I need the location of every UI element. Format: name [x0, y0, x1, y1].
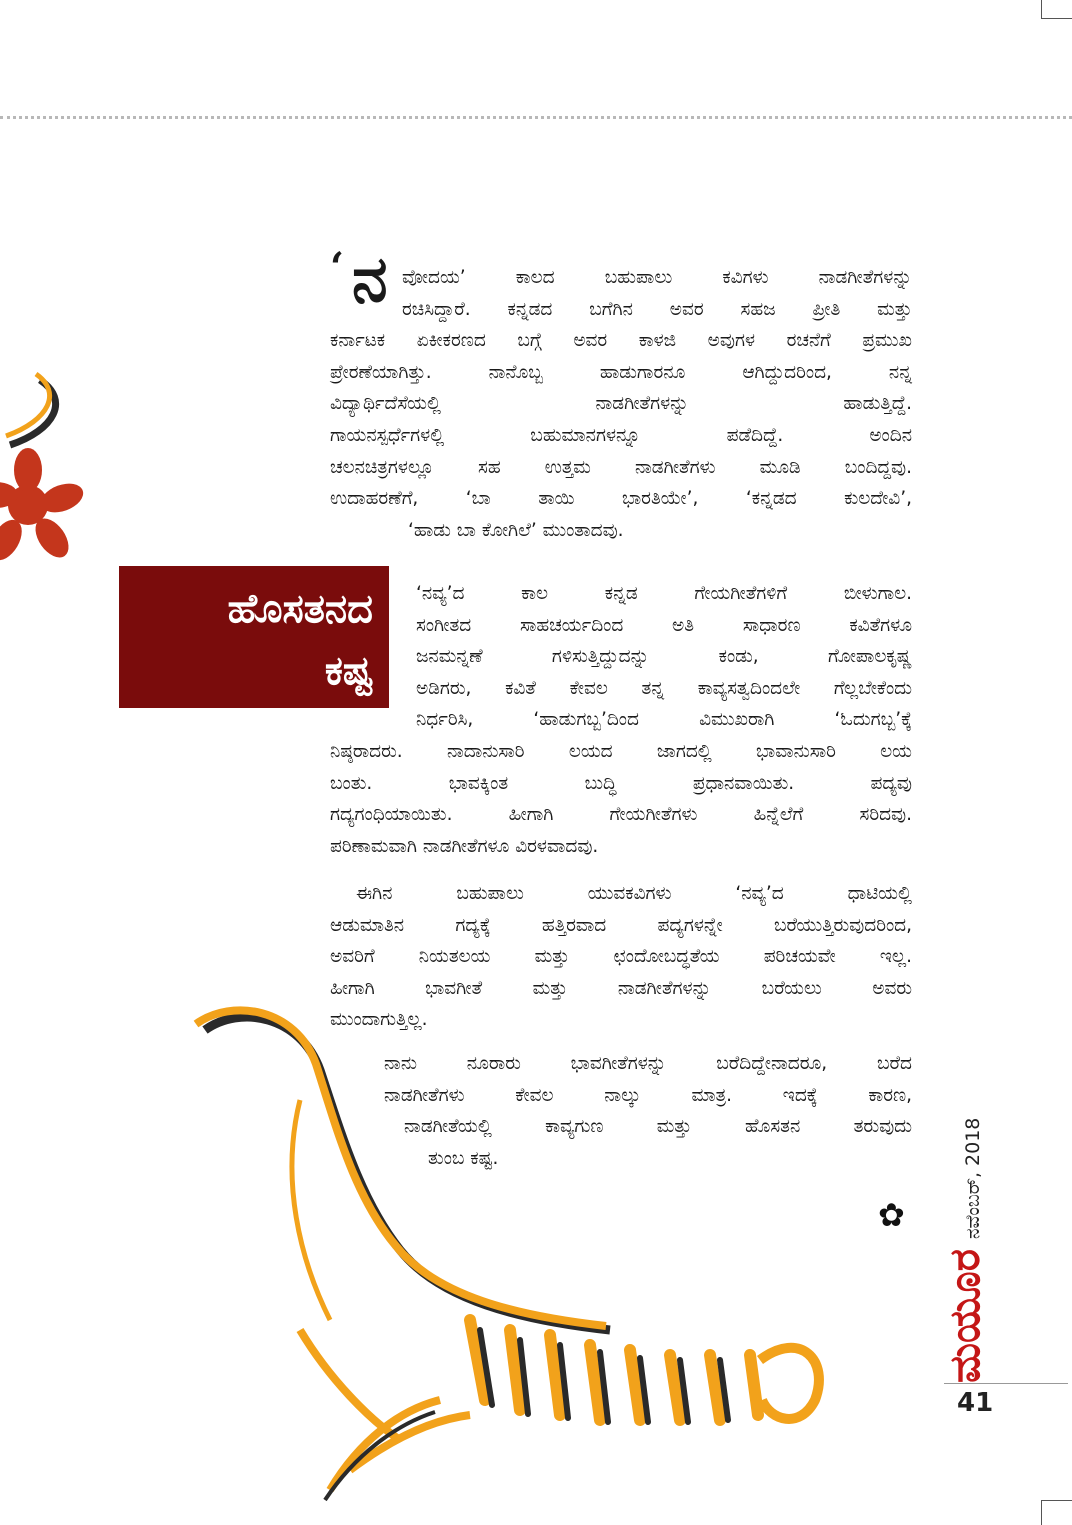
centipede-head	[760, 1348, 819, 1419]
brush-stroke-left-orange	[6, 374, 50, 436]
centipede-body	[470, 1320, 758, 1420]
end-mark-flower-icon: ✿	[878, 1196, 905, 1234]
drop-cap-letter: ನ	[352, 243, 388, 317]
text-line: ಈಗಿನ ಬಹುಪಾಲು ಯುವಕವಿಗಳು ‘ನವ್ಯ’ದ ಧಾಟಿಯಲ್ಲಿ	[356, 883, 912, 904]
page-number-rule	[944, 1383, 1068, 1384]
text-line: ನಾನು ನೂರಾರು ಭಾವಗೀತೆಗಳನ್ನು ಬರೆದಿದ್ದೇನಾದರೂ, ಬರೆದ	[384, 1053, 912, 1074]
text-line: ವೋದಯ’ ಕಾಲದ ಬಹುಪಾಲು ಕವಿಗಳು ನಾಡಗೀತೆಗಳನ್ನು	[402, 267, 912, 288]
text-line: ಪರಿಣಾಮವಾಗಿ ನಾಡಗೀತೆಗಳೂ ವಿರಳವಾದವು.	[330, 835, 599, 857]
text-line: ಮುಂದಾಗುತ್ತಿಲ್ಲ.	[330, 1009, 428, 1031]
text-line: ನಿಷ್ಠರಾದರು. ನಾದಾನುಸಾರಿ ಲಯದ ಜಾಗದಲ್ಲಿ ಭಾವಾನುಸಾರಿ ಲಯ	[330, 740, 912, 762]
text-line: ಆಡುಮಾತಿನ ಗದ್ಯಕ್ಕೆ ಹತ್ತಿರವಾದ ಪದ್ಯಗಳನ್ನೇ ಬರೆಯುತ್ತಿರುವುದರಿಂದ,	[330, 914, 912, 936]
centipede-legs-dark	[325, 1412, 435, 1500]
paragraph-3	[330, 878, 912, 1036]
dotted-rule	[0, 116, 1072, 119]
text-line: ‘ಹಾಡು ಬಾ ಕೋಗಿಲೆ’ ಮುಂತಾದವು.	[408, 519, 624, 541]
centipede-legs	[300, 1330, 470, 1490]
text-line: ‘ನವ್ಯ’ದ ಕಾಲ ಕನ್ನಡ ಗೇಯಗೀತೆಗಳಿಗೆ ಬೀಳುಗಾಲ.	[416, 583, 912, 604]
text-line: ಜನಮನ್ನಣೆ ಗಳಿಸುತ್ತಿದ್ದುದನ್ನು ಕಂಡು, ಗೋಪಾಲಕೃಷ್ಣ	[416, 646, 912, 668]
text-line: ರಚಿಸಿದ್ದಾರೆ. ಕನ್ನಡದ ಬಗೆಗಿನ ಅವರ ಸಹಜ ಪ್ರೀತಿ ಮತ್ತು	[402, 298, 912, 320]
text-line: ಗದ್ಯಗಂಧಿಯಾಯಿತು. ಹೀಗಾಗಿ ಗೇಯಗೀತೆಗಳು ಹಿನ್ನೆಲೆಗೆ ಸರಿದವು.	[330, 804, 912, 826]
issue-date: ನವೆಂಬರ್, 2018	[962, 1117, 985, 1240]
text-line: ಅವರಿಗೆ ನಿಯತಲಯ ಮತ್ತು ಛಂದೋಬದ್ಧತೆಯ ಪರಿಚಯವೇ ಇಲ್ಲ.	[330, 946, 912, 968]
text-line: ತುಂಬ ಕಷ್ಟ.	[428, 1147, 499, 1169]
text-line: ಗಾಯನಸ್ಪರ್ಧೆಗಳಲ್ಲಿ ಬಹುಮಾನಗಳನ್ನೂ ಪಡೆದಿದ್ದೆ. ಅಂದಿನ	[330, 424, 912, 446]
text-line: ಬಂತು. ಭಾವಕ್ಕಿಂತ ಬುದ್ಧಿ ಪ್ರಧಾನವಾಯಿತು. ಪದ್ಯವು	[330, 772, 912, 794]
text-line: ಪ್ರೇರಣೆಯಾಗಿತ್ತು. ನಾನೊಬ್ಬ ಹಾಡುಗಾರನೂ ಆಗಿದ್ದುದರಿಂದ, ನನ್ನ	[330, 361, 912, 383]
text-line: ಅಡಿಗರು, ಕವಿತೆ ಕೇವಲ ತನ್ನ ಕಾವ್ಯಸತ್ವದಿಂದಲೇ ಗೆಲ್ಲಬೇಕೆಂದು	[416, 677, 912, 699]
text-line: ಚಲನಚಿತ್ರಗಳಲ್ಲೂ ಸಹ ಉತ್ತಮ ನಾಡಗೀತೆಗಳು ಮೂಡಿ ಬಂದಿದ್ದವು.	[330, 456, 912, 478]
page-number: 41	[957, 1388, 994, 1418]
text-line: ಸಂಗೀತದ ಸಾಹಚರ್ಯದಿಂದ ಅತಿ ಸಾಧಾರಣ ಕವಿತೆಗಳೂ	[416, 614, 912, 636]
title-line-1: ಹೊಸತನದ	[227, 586, 373, 632]
brush-stroke-left	[10, 380, 56, 445]
tail-stroke-light	[292, 1100, 330, 1320]
title-line-2: ಕಷ್ಟ	[324, 648, 373, 694]
text-line: ನಿರ್ಧರಿಸಿ, ‘ಹಾಡುಗಬ್ಬ’ದಿಂದ ವಿಮುಖರಾಗಿ ‘ಓದುಗಬ್ಬ’ಕ್ಕೆ	[416, 709, 912, 731]
magazine-logo: ಮಯೂರ	[940, 1249, 989, 1383]
red-flower-icon	[0, 448, 87, 566]
crop-mark-bottom	[1041, 1500, 1072, 1525]
paragraph-4	[384, 1048, 912, 1174]
centipede-body-shadow	[480, 1330, 728, 1422]
text-line: ಕರ್ನಾಟಕ ಏಕೀಕರಣದ ಬಗ್ಗೆ ಅವರ ಕಾಳಜಿ ಅವುಗಳ ರಚನೆಗೆ ಪ್ರಮುಖ	[330, 330, 912, 352]
text-line: ಉದಾಹರಣೆಗೆ, ‘ಬಾ ತಾಯಿ ಭಾರತಿಯೇ’, ‘ಕನ್ನಡದ ಕುಲದೇವಿ’,	[330, 488, 912, 510]
text-line: ನಾಡಗೀತೆಯಲ್ಲಿ ಕಾವ್ಯಗುಣ ಮತ್ತು ಹೊಸತನ ತರುವುದು	[404, 1116, 912, 1138]
text-line: ವಿದ್ಯಾರ್ಥಿದೆಸೆಯಲ್ಲಿ ನಾಡಗೀತೆಗಳನ್ನು ಹಾಡುತ್ತಿದ್ದೆ.	[330, 393, 912, 415]
text-line: ಹೀಗಾಗಿ ಭಾವಗೀತೆ ಮತ್ತು ನಾಡಗೀತೆಗಳನ್ನು ಬರೆಯಲು ಅವರು	[330, 977, 912, 999]
paragraph-2	[330, 578, 912, 862]
text-line: ನಾಡಗೀತೆಗಳು ಕೇವಲ ನಾಲ್ಕು ಮಾತ್ರ. ಇದಕ್ಕೆ ಕಾರಣ,	[384, 1084, 912, 1106]
paragraph-1	[330, 262, 912, 546]
drop-cap-quote: ‘	[330, 244, 344, 291]
masthead	[940, 1117, 989, 1383]
crop-mark-top	[1041, 0, 1072, 19]
